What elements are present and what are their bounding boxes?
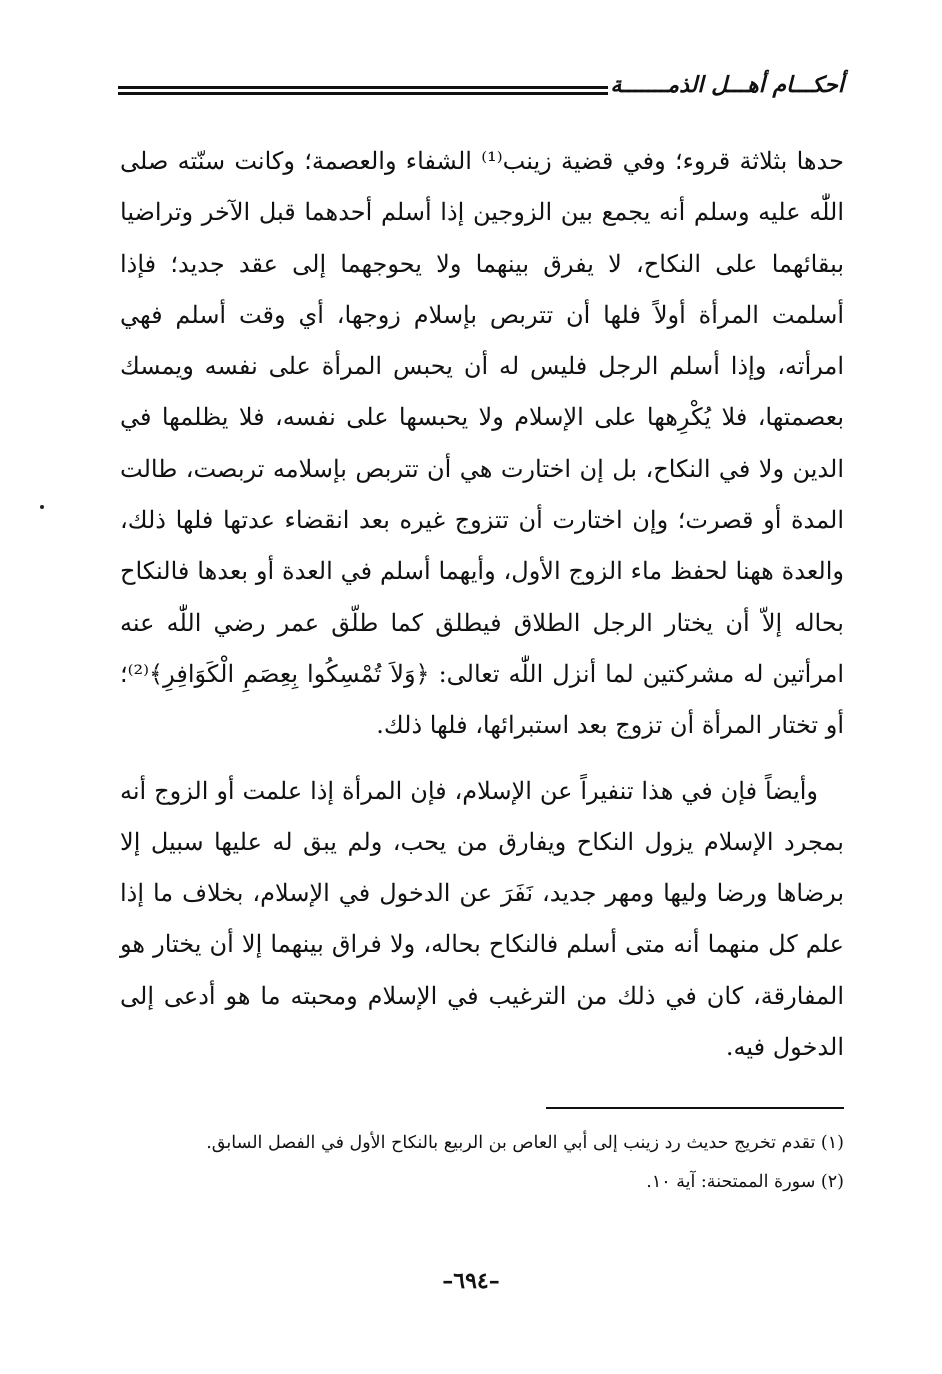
footnote-separator	[546, 1107, 844, 1109]
header-rule-line	[118, 92, 608, 95]
paragraph: وأيضاً فإن في هذا تنفيراً عن الإسلام، فإن المرأة إذا علمت أو الزوج أنه بمجرد الإسلام يزول النكاح ويفارق من يحب، ولم يبق له عليها سبيل إلا برضاها ورضا وليها ومهر جديد، نَفَرَ عن الدخول في الإسلام، بخلاف ما إذا علم كل منهما أنه متى أسلم فالنكاح بحاله، ولا فراق بينهما إلا أن يختار هو المفارقة، كان في ذلك من الترغيب في الإسلام ومحبته ما هو أدعى إلى الدخول فيه.	[120, 776, 844, 1062]
page-number: –٦٩٤–	[442, 1268, 500, 1294]
footnote: (٢) سورة الممتحنة: آية ١٠.	[646, 1172, 844, 1192]
running-header-title: أحكـــام أهـــل الذمـــــــة	[610, 72, 844, 98]
stray-dot	[40, 505, 44, 509]
paragraph: حدها بثلاثة قروء؛ وفي قضية زينب⁽¹⁾ الشفاء والعصمة؛ وكانت سنّته صلى اللّٰه عليه وسلم أنه يجمع بين الزوجين إذا أسلم أحدهما قبل الآخر وتراضيا ببقائهما على النكاح، لا يفرق بينهما ولا يحوجهما إلى عقد جديد؛ فإذا أسلمت المرأة أولاً فلها أن تتربص بإسلام زوجها، أي وقت أسلم فهي امرأته، وإذا أسلم الرجل فليس له أن يحبس المرأة على نفسه ويمسك بعصمتها، فلا يُكْرِهها على الإسلام ولا يحبسها على نفسه، فلا يظلمها في الدين ولا في النكاح، بل إن اختارت هي أن تتربص بإسلامه تربصت، طالت المدة أو قصرت؛ وإن اختارت أن تتزوج غيره بعد انقضاء عدتها فلها ذلك، والعدة ههنا لحفظ ماء الزوج الأول، وأيهما أسلم في العدة أو بعدها فالنكاح بحاله إلاّ أن يختار الرجل الطلاق فيطلق كما طلّق عمر رضي اللّٰه عنه امرأتين له مشركتين لما أنزل اللّٰه تعالى: ﴿وَلاَ تُمْسِكُوا بِعِصَمِ الْكَوَافِرِ﴾⁽²⁾؛ أو تختار المرأة أن تزوج بعد استبرائها، فلها ذلك.	[120, 147, 844, 740]
footnote: (١) تقدم تخريج حديث رد زينب إلى أبي العاص بن الربيع بالنكاح الأول في الفصل السابق.	[206, 1133, 844, 1153]
body-text	[120, 136, 844, 1087]
footnotes	[120, 1124, 844, 1202]
header-rule	[118, 86, 608, 98]
header-rule-line	[118, 86, 608, 89]
